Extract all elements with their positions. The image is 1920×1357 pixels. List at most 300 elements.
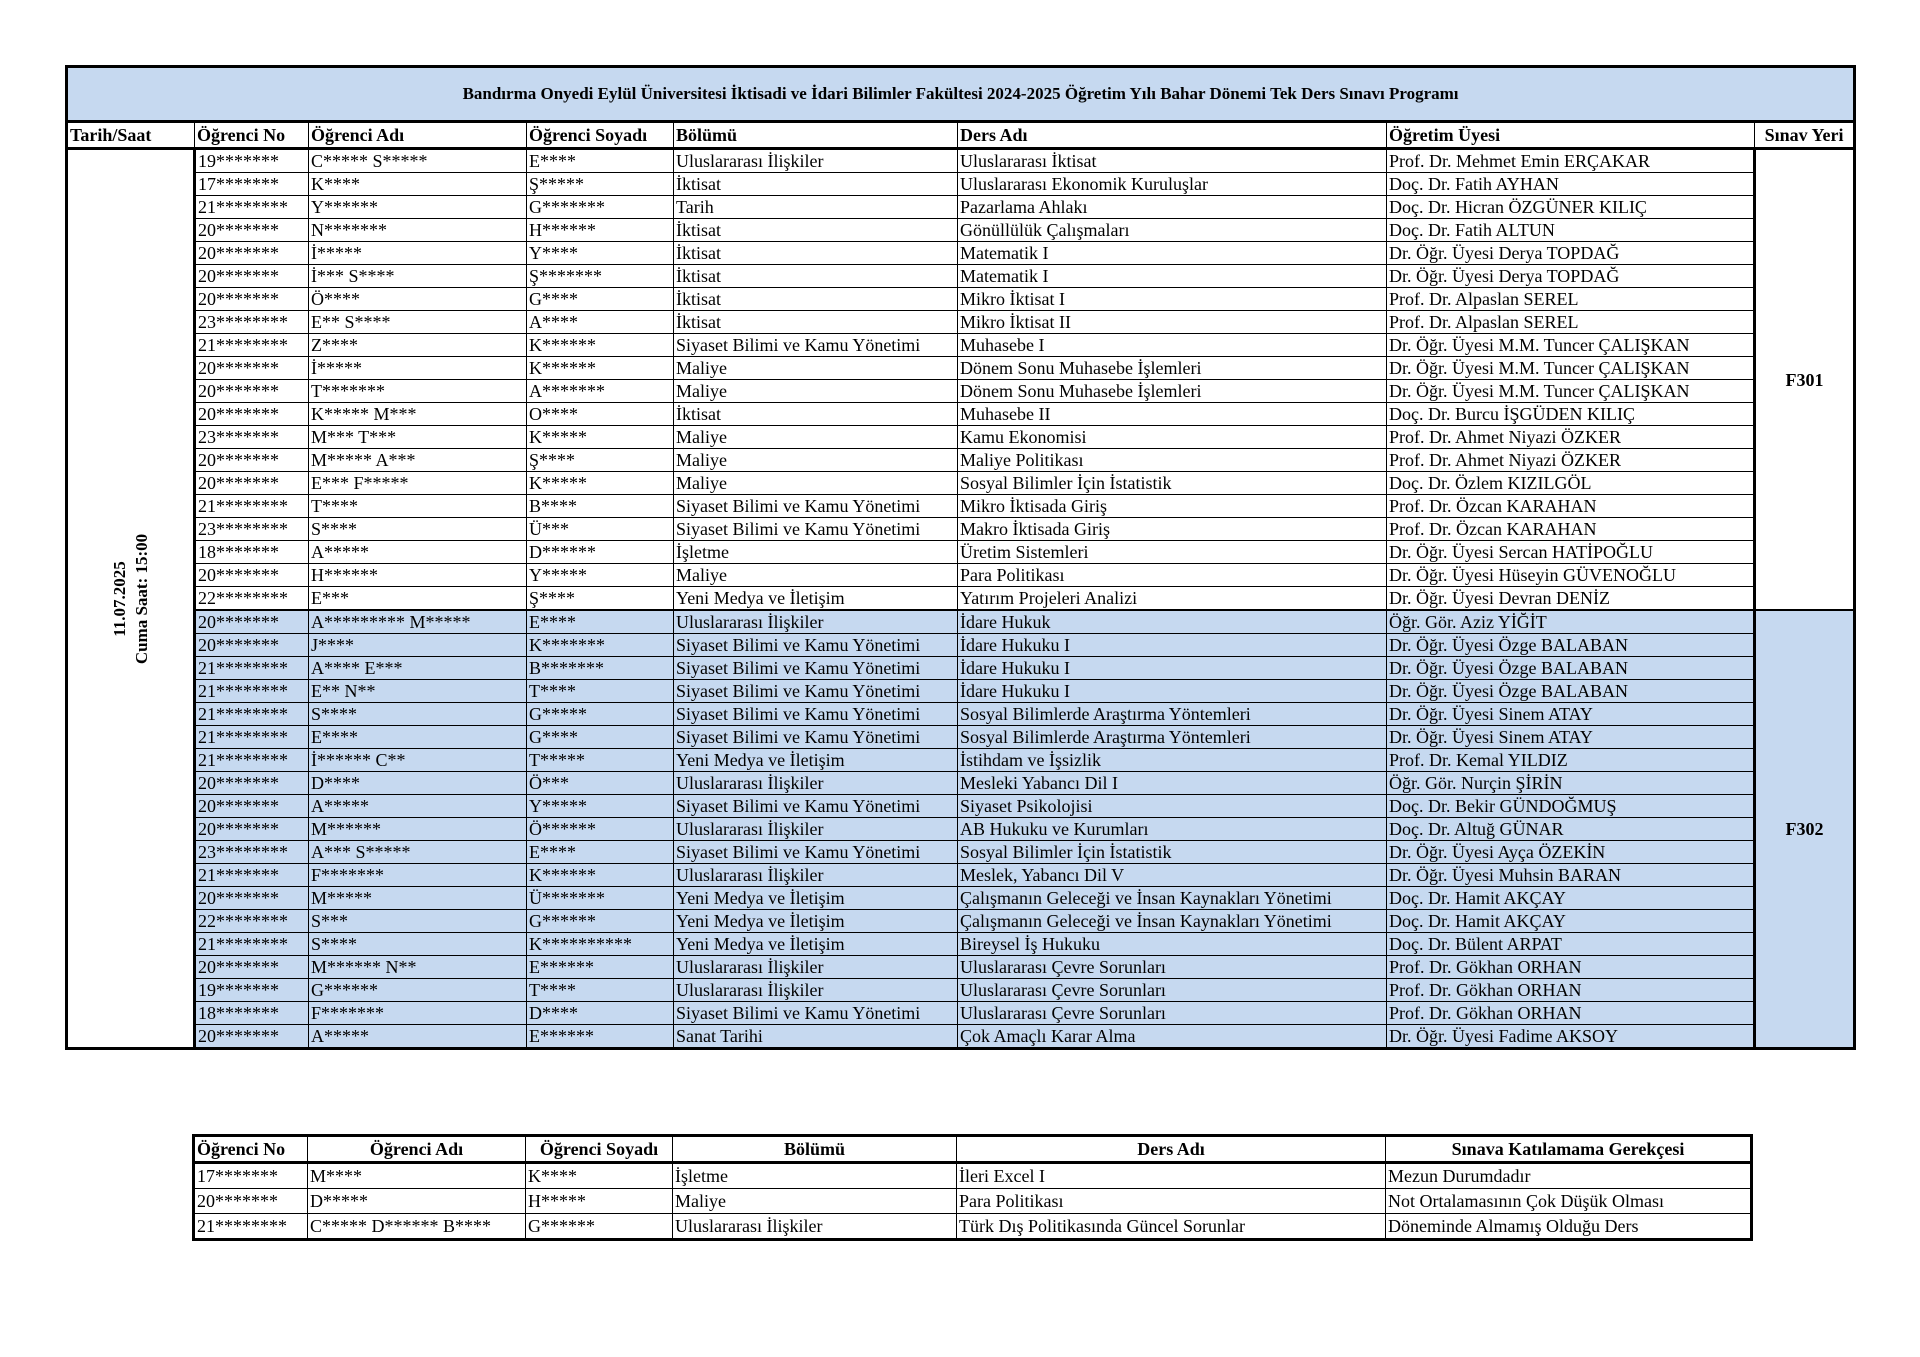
cell-last-name: K***** xyxy=(527,472,674,495)
cell-department: İktisat xyxy=(674,265,958,288)
table-row xyxy=(67,772,1855,795)
cell-last-name: K****** xyxy=(527,357,674,380)
excluded-header xyxy=(194,1136,1752,1163)
excluded-cell-department: Uluslararası İlişkiler xyxy=(673,1214,957,1240)
table-row xyxy=(67,472,1855,495)
cell-department: Uluslararası İlişkiler xyxy=(674,772,958,795)
cell-course: Dönem Sonu Muhasebe İşlemleri xyxy=(958,380,1387,403)
cell-instructor: Prof. Dr. Gökhan ORHAN xyxy=(1387,956,1755,979)
cell-last-name: E**** xyxy=(527,610,674,634)
cell-student-no: 20******* xyxy=(195,472,309,495)
cell-student-no: 20******* xyxy=(195,288,309,311)
cell-first-name: İ***** xyxy=(309,357,527,380)
cell-course: Üretim Sistemleri xyxy=(958,541,1387,564)
cell-instructor: Dr. Öğr. Üyesi Özge BALABAN xyxy=(1387,680,1755,703)
cell-course: Mikro İktisada Giriş xyxy=(958,495,1387,518)
cell-last-name: B******* xyxy=(527,657,674,680)
cell-course: Mesleki Yabancı Dil I xyxy=(958,772,1387,795)
cell-first-name: T**** xyxy=(309,495,527,518)
cell-instructor: Öğr. Gör. Aziz YİĞİT xyxy=(1387,610,1755,634)
cell-first-name: F******* xyxy=(309,864,527,887)
cell-student-no: 21******** xyxy=(195,749,309,772)
cell-last-name: G******* xyxy=(527,196,674,219)
cell-student-no: 23******** xyxy=(195,841,309,864)
table-row xyxy=(67,219,1855,242)
cell-student-no: 21******* xyxy=(195,864,309,887)
cell-last-name: G***** xyxy=(527,703,674,726)
excluded-cell-course: Para Politikası xyxy=(957,1189,1386,1214)
excluded-cell-first-name: D***** xyxy=(308,1189,526,1214)
cell-student-no: 20******* xyxy=(195,265,309,288)
excluded-header-course: Ders Adı xyxy=(957,1136,1386,1163)
table-row xyxy=(67,357,1855,380)
cell-department: Uluslararası İlişkiler xyxy=(674,956,958,979)
cell-department: Maliye xyxy=(674,357,958,380)
cell-student-no: 20******* xyxy=(195,795,309,818)
cell-department: Siyaset Bilimi ve Kamu Yönetimi xyxy=(674,680,958,703)
cell-department: İktisat xyxy=(674,219,958,242)
cell-first-name: S**** xyxy=(309,703,527,726)
cell-instructor: Doç. Dr. Bülent ARPAT xyxy=(1387,933,1755,956)
cell-last-name: H****** xyxy=(527,219,674,242)
cell-course: Maliye Politikası xyxy=(958,449,1387,472)
excluded-cell-reason: Not Ortalamasının Çok Düşük Olması xyxy=(1386,1189,1752,1214)
cell-department: Maliye xyxy=(674,426,958,449)
table-row xyxy=(67,749,1855,772)
cell-department: Siyaset Bilimi ve Kamu Yönetimi xyxy=(674,703,958,726)
cell-first-name: İ****** C** xyxy=(309,749,527,772)
cell-last-name: K****** xyxy=(527,334,674,357)
cell-first-name: A********* M***** xyxy=(309,610,527,634)
excluded-row xyxy=(194,1214,1752,1240)
cell-first-name: D**** xyxy=(309,772,527,795)
cell-instructor: Dr. Öğr. Üyesi M.M. Tuncer ÇALIŞKAN xyxy=(1387,380,1755,403)
cell-first-name: K***** M*** xyxy=(309,403,527,426)
cell-course: Uluslararası Çevre Sorunları xyxy=(958,979,1387,1002)
cell-instructor: Dr. Öğr. Üyesi Sercan HATİPOĞLU xyxy=(1387,541,1755,564)
cell-course: Çalışmanın Geleceği ve İnsan Kaynakları Yönetimi xyxy=(958,887,1387,910)
cell-last-name: E****** xyxy=(527,1025,674,1049)
cell-course: Muhasebe I xyxy=(958,334,1387,357)
cell-student-no: 20******* xyxy=(195,242,309,265)
cell-student-no: 20******* xyxy=(195,403,309,426)
table-row xyxy=(67,703,1855,726)
cell-student-no: 21******** xyxy=(195,703,309,726)
cell-last-name: Ü******* xyxy=(527,887,674,910)
cell-instructor: Dr. Öğr. Üyesi M.M. Tuncer ÇALIŞKAN xyxy=(1387,357,1755,380)
cell-last-name: G**** xyxy=(527,288,674,311)
cell-course: Gönüllülük Çalışmaları xyxy=(958,219,1387,242)
excluded-header-last-name: Öğrenci Soyadı xyxy=(526,1136,673,1163)
table-row xyxy=(67,610,1855,634)
cell-last-name: K******* xyxy=(527,634,674,657)
cell-course: Kamu Ekonomisi xyxy=(958,426,1387,449)
cell-last-name: Ş**** xyxy=(527,587,674,611)
cell-instructor: Öğr. Gör. Nurçin ŞİRİN xyxy=(1387,772,1755,795)
cell-instructor: Dr. Öğr. Üyesi Muhsin BARAN xyxy=(1387,864,1755,887)
cell-last-name: T***** xyxy=(527,749,674,772)
cell-instructor: Doç. Dr. Altuğ GÜNAR xyxy=(1387,818,1755,841)
cell-course: Uluslararası İktisat xyxy=(958,149,1387,173)
cell-course: Dönem Sonu Muhasebe İşlemleri xyxy=(958,357,1387,380)
cell-last-name: D**** xyxy=(527,1002,674,1025)
cell-student-no: 20******* xyxy=(195,564,309,587)
cell-instructor: Prof. Dr. Ahmet Niyazi ÖZKER xyxy=(1387,449,1755,472)
cell-course: Uluslararası Ekonomik Kuruluşlar xyxy=(958,173,1387,196)
cell-student-no: 19******* xyxy=(195,979,309,1002)
cell-first-name: E*** xyxy=(309,587,527,611)
cell-student-no: 23******** xyxy=(195,518,309,541)
cell-instructor: Prof. Dr. Mehmet Emin ERÇAKAR xyxy=(1387,149,1755,173)
cell-last-name: A******* xyxy=(527,380,674,403)
cell-first-name: G****** xyxy=(309,979,527,1002)
cell-student-no: 20******* xyxy=(195,887,309,910)
excluded-cell-first-name: M**** xyxy=(308,1163,526,1189)
cell-course: Mikro İktisat I xyxy=(958,288,1387,311)
excluded-cell-course: Türk Dış Politikasında Güncel Sorunlar xyxy=(957,1214,1386,1240)
page-title: Bandırma Onyedi Eylül Üniversitesi İktisadi ve İdari Bilimler Fakültesi 2024-2025 Öğretim Yılı Bahar Dönemi Tek Ders Sınavı Programı xyxy=(67,67,1855,122)
header-student-no: Öğrenci No xyxy=(195,122,309,149)
cell-last-name: T**** xyxy=(527,680,674,703)
table-row xyxy=(67,933,1855,956)
cell-last-name: O**** xyxy=(527,403,674,426)
cell-department: Uluslararası İlişkiler xyxy=(674,979,958,1002)
table-row xyxy=(67,495,1855,518)
table-row xyxy=(67,1002,1855,1025)
cell-last-name: Ş***** xyxy=(527,173,674,196)
cell-first-name: Ö**** xyxy=(309,288,527,311)
cell-student-no: 20******* xyxy=(195,1025,309,1049)
cell-department: Sanat Tarihi xyxy=(674,1025,958,1049)
cell-first-name: S**** xyxy=(309,518,527,541)
cell-student-no: 20******* xyxy=(195,610,309,634)
cell-first-name: A***** xyxy=(309,1025,527,1049)
cell-course: Mikro İktisat II xyxy=(958,311,1387,334)
table-row xyxy=(67,449,1855,472)
cell-department: Siyaset Bilimi ve Kamu Yönetimi xyxy=(674,334,958,357)
cell-course: Sosyal Bilimlerde Araştırma Yöntemleri xyxy=(958,726,1387,749)
cell-first-name: M****** N** xyxy=(309,956,527,979)
cell-student-no: 20******* xyxy=(195,219,309,242)
table-row xyxy=(67,334,1855,357)
cell-department: İktisat xyxy=(674,288,958,311)
header-course: Ders Adı xyxy=(958,122,1387,149)
cell-first-name: M*** T*** xyxy=(309,426,527,449)
cell-student-no: 18******* xyxy=(195,1002,309,1025)
cell-department: İktisat xyxy=(674,403,958,426)
header-instructor: Öğretim Üyesi xyxy=(1387,122,1755,149)
cell-first-name: E*** F***** xyxy=(309,472,527,495)
table-row xyxy=(67,795,1855,818)
table-row xyxy=(67,311,1855,334)
cell-department: İktisat xyxy=(674,311,958,334)
cell-instructor: Doç. Dr. Hamit AKÇAY xyxy=(1387,887,1755,910)
excluded-row xyxy=(194,1189,1752,1214)
cell-department: Yeni Medya ve İletişim xyxy=(674,587,958,611)
cell-department: Uluslararası İlişkiler xyxy=(674,818,958,841)
cell-first-name: M***** A*** xyxy=(309,449,527,472)
exam-datetime xyxy=(67,149,195,1049)
cell-student-no: 18******* xyxy=(195,541,309,564)
cell-student-no: 17******* xyxy=(195,173,309,196)
excluded-header-first-name: Öğrenci Adı xyxy=(308,1136,526,1163)
cell-course: Çok Amaçlı Karar Alma xyxy=(958,1025,1387,1049)
cell-department: Tarih xyxy=(674,196,958,219)
cell-department: İktisat xyxy=(674,173,958,196)
cell-instructor: Dr. Öğr. Üyesi Sinem ATAY xyxy=(1387,726,1755,749)
excluded-cell-last-name: G****** xyxy=(526,1214,673,1240)
cell-first-name: A*** S***** xyxy=(309,841,527,864)
cell-department: Yeni Medya ve İletişim xyxy=(674,933,958,956)
cell-department: İşletme xyxy=(674,541,958,564)
header-department: Bölümü xyxy=(674,122,958,149)
cell-student-no: 20******* xyxy=(195,772,309,795)
table-header xyxy=(67,122,1855,149)
cell-first-name: F******* xyxy=(309,1002,527,1025)
cell-last-name: Ö****** xyxy=(527,818,674,841)
cell-course: Siyaset Psikolojisi xyxy=(958,795,1387,818)
cell-course: Uluslararası Çevre Sorunları xyxy=(958,956,1387,979)
exam-schedule-table xyxy=(65,65,1856,1050)
cell-instructor: Dr. Öğr. Üyesi Devran DENİZ xyxy=(1387,587,1755,611)
cell-first-name: E** S**** xyxy=(309,311,527,334)
cell-first-name: İ***** xyxy=(309,242,527,265)
table-row xyxy=(67,818,1855,841)
table-row xyxy=(67,288,1855,311)
cell-student-no: 20******* xyxy=(195,818,309,841)
cell-first-name: K**** xyxy=(309,173,527,196)
excluded-cell-course: İleri Excel I xyxy=(957,1163,1386,1189)
cell-department: Uluslararası İlişkiler xyxy=(674,864,958,887)
cell-department: Siyaset Bilimi ve Kamu Yönetimi xyxy=(674,795,958,818)
cell-instructor: Prof. Dr. Özcan KARAHAN xyxy=(1387,495,1755,518)
cell-student-no: 21******** xyxy=(195,657,309,680)
exam-time: Cuma Saat: 15:00 xyxy=(131,533,151,664)
cell-course: Matematik I xyxy=(958,242,1387,265)
cell-course: Makro İktisada Giriş xyxy=(958,518,1387,541)
cell-student-no: 21******** xyxy=(195,196,309,219)
excluded-cell-last-name: K**** xyxy=(526,1163,673,1189)
cell-department: Siyaset Bilimi ve Kamu Yönetimi xyxy=(674,657,958,680)
excluded-students xyxy=(192,1134,1750,1241)
cell-instructor: Doç. Dr. Fatih ALTUN xyxy=(1387,219,1755,242)
cell-student-no: 21******** xyxy=(195,495,309,518)
cell-student-no: 20******* xyxy=(195,449,309,472)
cell-instructor: Prof. Dr. Gökhan ORHAN xyxy=(1387,1002,1755,1025)
cell-department: Siyaset Bilimi ve Kamu Yönetimi xyxy=(674,518,958,541)
cell-department: Maliye xyxy=(674,380,958,403)
cell-department: Siyaset Bilimi ve Kamu Yönetimi xyxy=(674,495,958,518)
table-row xyxy=(67,518,1855,541)
cell-first-name: T******* xyxy=(309,380,527,403)
cell-instructor: Doç. Dr. Bekir GÜNDOĞMUŞ xyxy=(1387,795,1755,818)
cell-instructor: Prof. Dr. Ahmet Niyazi ÖZKER xyxy=(1387,426,1755,449)
cell-first-name: S**** xyxy=(309,933,527,956)
cell-instructor: Dr. Öğr. Üyesi Derya TOPDAĞ xyxy=(1387,242,1755,265)
cell-student-no: 22******** xyxy=(195,910,309,933)
cell-instructor: Dr. Öğr. Üyesi M.M. Tuncer ÇALIŞKAN xyxy=(1387,334,1755,357)
excluded-cell-student-no: 20******* xyxy=(194,1189,308,1214)
cell-instructor: Doç. Dr. Hamit AKÇAY xyxy=(1387,910,1755,933)
cell-student-no: 21******** xyxy=(195,933,309,956)
table-row xyxy=(67,726,1855,749)
cell-course: Uluslararası Çevre Sorunları xyxy=(958,1002,1387,1025)
cell-first-name: A***** xyxy=(309,795,527,818)
cell-instructor: Dr. Öğr. Üyesi Özge BALABAN xyxy=(1387,634,1755,657)
cell-instructor: Dr. Öğr. Üyesi Hüseyin GÜVENOĞLU xyxy=(1387,564,1755,587)
cell-department: Yeni Medya ve İletişim xyxy=(674,910,958,933)
cell-student-no: 23******* xyxy=(195,426,309,449)
table-row xyxy=(67,380,1855,403)
table-row xyxy=(67,541,1855,564)
cell-first-name: A***** xyxy=(309,541,527,564)
table-row xyxy=(67,956,1855,979)
header-first-name: Öğrenci Adı xyxy=(309,122,527,149)
cell-department: Maliye xyxy=(674,449,958,472)
cell-first-name: İ*** S**** xyxy=(309,265,527,288)
cell-instructor: Prof. Dr. Özcan KARAHAN xyxy=(1387,518,1755,541)
cell-first-name: Y****** xyxy=(309,196,527,219)
excluded-cell-last-name: H***** xyxy=(526,1189,673,1214)
header-last-name: Öğrenci Soyadı xyxy=(527,122,674,149)
cell-department: Uluslararası İlişkiler xyxy=(674,149,958,173)
cell-department: Maliye xyxy=(674,564,958,587)
table-row xyxy=(67,149,1855,173)
cell-instructor: Dr. Öğr. Üyesi Ayça ÖZEKİN xyxy=(1387,841,1755,864)
cell-last-name: B**** xyxy=(527,495,674,518)
excluded-row xyxy=(194,1163,1752,1189)
cell-course: Matematik I xyxy=(958,265,1387,288)
cell-last-name: G**** xyxy=(527,726,674,749)
room-label-f301: F301 xyxy=(1755,149,1855,611)
cell-instructor: Dr. Öğr. Üyesi Özge BALABAN xyxy=(1387,657,1755,680)
cell-last-name: E****** xyxy=(527,956,674,979)
cell-last-name: Y***** xyxy=(527,564,674,587)
cell-last-name: Ş******* xyxy=(527,265,674,288)
cell-course: İdare Hukuku I xyxy=(958,634,1387,657)
excluded-header-department: Bölümü xyxy=(673,1136,957,1163)
cell-last-name: T**** xyxy=(527,979,674,1002)
cell-first-name: E** N** xyxy=(309,680,527,703)
excluded-cell-student-no: 17******* xyxy=(194,1163,308,1189)
cell-first-name: M***** xyxy=(309,887,527,910)
cell-last-name: E**** xyxy=(527,149,674,173)
table-row xyxy=(67,680,1855,703)
table-row xyxy=(67,1025,1855,1049)
table-row xyxy=(67,173,1855,196)
table-row xyxy=(67,265,1855,288)
cell-student-no: 21******** xyxy=(195,334,309,357)
cell-last-name: Y**** xyxy=(527,242,674,265)
cell-department: İktisat xyxy=(674,242,958,265)
cell-last-name: Ö*** xyxy=(527,772,674,795)
header-date: Tarih/Saat xyxy=(67,122,195,149)
exam-schedule xyxy=(65,65,1853,1050)
cell-instructor: Prof. Dr. Gökhan ORHAN xyxy=(1387,979,1755,1002)
cell-last-name: E**** xyxy=(527,841,674,864)
cell-course: Yatırım Projeleri Analizi xyxy=(958,587,1387,611)
cell-last-name: Ü*** xyxy=(527,518,674,541)
excluded-cell-reason: Mezun Durumdadır xyxy=(1386,1163,1752,1189)
table-row xyxy=(67,403,1855,426)
cell-last-name: Y***** xyxy=(527,795,674,818)
cell-student-no: 20******* xyxy=(195,634,309,657)
cell-department: Siyaset Bilimi ve Kamu Yönetimi xyxy=(674,1002,958,1025)
table-row xyxy=(67,657,1855,680)
table-row xyxy=(67,634,1855,657)
excluded-students-table xyxy=(192,1134,1753,1241)
cell-instructor: Doç. Dr. Özlem KIZILGÖL xyxy=(1387,472,1755,495)
cell-instructor: Dr. Öğr. Üyesi Sinem ATAY xyxy=(1387,703,1755,726)
cell-course: İdare Hukuku I xyxy=(958,657,1387,680)
cell-department: Yeni Medya ve İletişim xyxy=(674,749,958,772)
cell-course: Sosyal Bilimler İçin İstatistik xyxy=(958,472,1387,495)
cell-department: Siyaset Bilimi ve Kamu Yönetimi xyxy=(674,841,958,864)
cell-student-no: 20******* xyxy=(195,357,309,380)
exam-date: 11.07.2025 xyxy=(109,560,129,637)
table-row xyxy=(67,979,1855,1002)
cell-instructor: Prof. Dr. Alpaslan SEREL xyxy=(1387,311,1755,334)
cell-student-no: 21******** xyxy=(195,726,309,749)
cell-first-name: H****** xyxy=(309,564,527,587)
cell-department: Siyaset Bilimi ve Kamu Yönetimi xyxy=(674,634,958,657)
excluded-cell-first-name: C***** D****** B**** xyxy=(308,1214,526,1240)
cell-instructor: Doç. Dr. Burcu İŞGÜDEN KILIÇ xyxy=(1387,403,1755,426)
cell-first-name: N******* xyxy=(309,219,527,242)
table-row xyxy=(67,426,1855,449)
cell-student-no: 21******** xyxy=(195,680,309,703)
cell-last-name: K***** xyxy=(527,426,674,449)
table-row xyxy=(67,564,1855,587)
excluded-cell-reason: Döneminde Almamış Olduğu Ders xyxy=(1386,1214,1752,1240)
cell-department: Maliye xyxy=(674,472,958,495)
table-row xyxy=(67,887,1855,910)
cell-first-name: M****** xyxy=(309,818,527,841)
cell-instructor: Doç. Dr. Hicran ÖZGÜNER KILIÇ xyxy=(1387,196,1755,219)
cell-student-no: 19******* xyxy=(195,149,309,173)
cell-first-name: J**** xyxy=(309,634,527,657)
cell-instructor: Prof. Dr. Alpaslan SEREL xyxy=(1387,288,1755,311)
excluded-cell-student-no: 21******** xyxy=(194,1214,308,1240)
cell-first-name: A**** E*** xyxy=(309,657,527,680)
cell-course: Para Politikası xyxy=(958,564,1387,587)
cell-course: Sosyal Bilimler İçin İstatistik xyxy=(958,841,1387,864)
header-room: Sınav Yeri xyxy=(1755,122,1855,149)
cell-first-name: C***** S***** xyxy=(309,149,527,173)
cell-student-no: 20******* xyxy=(195,956,309,979)
cell-last-name: A**** xyxy=(527,311,674,334)
cell-department: Siyaset Bilimi ve Kamu Yönetimi xyxy=(674,726,958,749)
cell-last-name: Ş**** xyxy=(527,449,674,472)
cell-course: AB Hukuku ve Kurumları xyxy=(958,818,1387,841)
cell-instructor: Dr. Öğr. Üyesi Derya TOPDAĞ xyxy=(1387,265,1755,288)
cell-course: Meslek, Yabancı Dil V xyxy=(958,864,1387,887)
room-label-f302: F302 xyxy=(1755,610,1855,1049)
cell-course: Bireysel İş Hukuku xyxy=(958,933,1387,956)
cell-last-name: D****** xyxy=(527,541,674,564)
excluded-header-reason: Sınava Katılamama Gerekçesi xyxy=(1386,1136,1752,1163)
cell-last-name: G****** xyxy=(527,910,674,933)
cell-department: Yeni Medya ve İletişim xyxy=(674,887,958,910)
cell-instructor: Prof. Dr. Kemal YILDIZ xyxy=(1387,749,1755,772)
table-row xyxy=(67,242,1855,265)
cell-first-name: E**** xyxy=(309,726,527,749)
cell-student-no: 23******** xyxy=(195,311,309,334)
cell-course: Sosyal Bilimlerde Araştırma Yöntemleri xyxy=(958,703,1387,726)
cell-course: İstihdam ve İşsizlik xyxy=(958,749,1387,772)
cell-first-name: S*** xyxy=(309,910,527,933)
cell-course: İdare Hukuk xyxy=(958,610,1387,634)
